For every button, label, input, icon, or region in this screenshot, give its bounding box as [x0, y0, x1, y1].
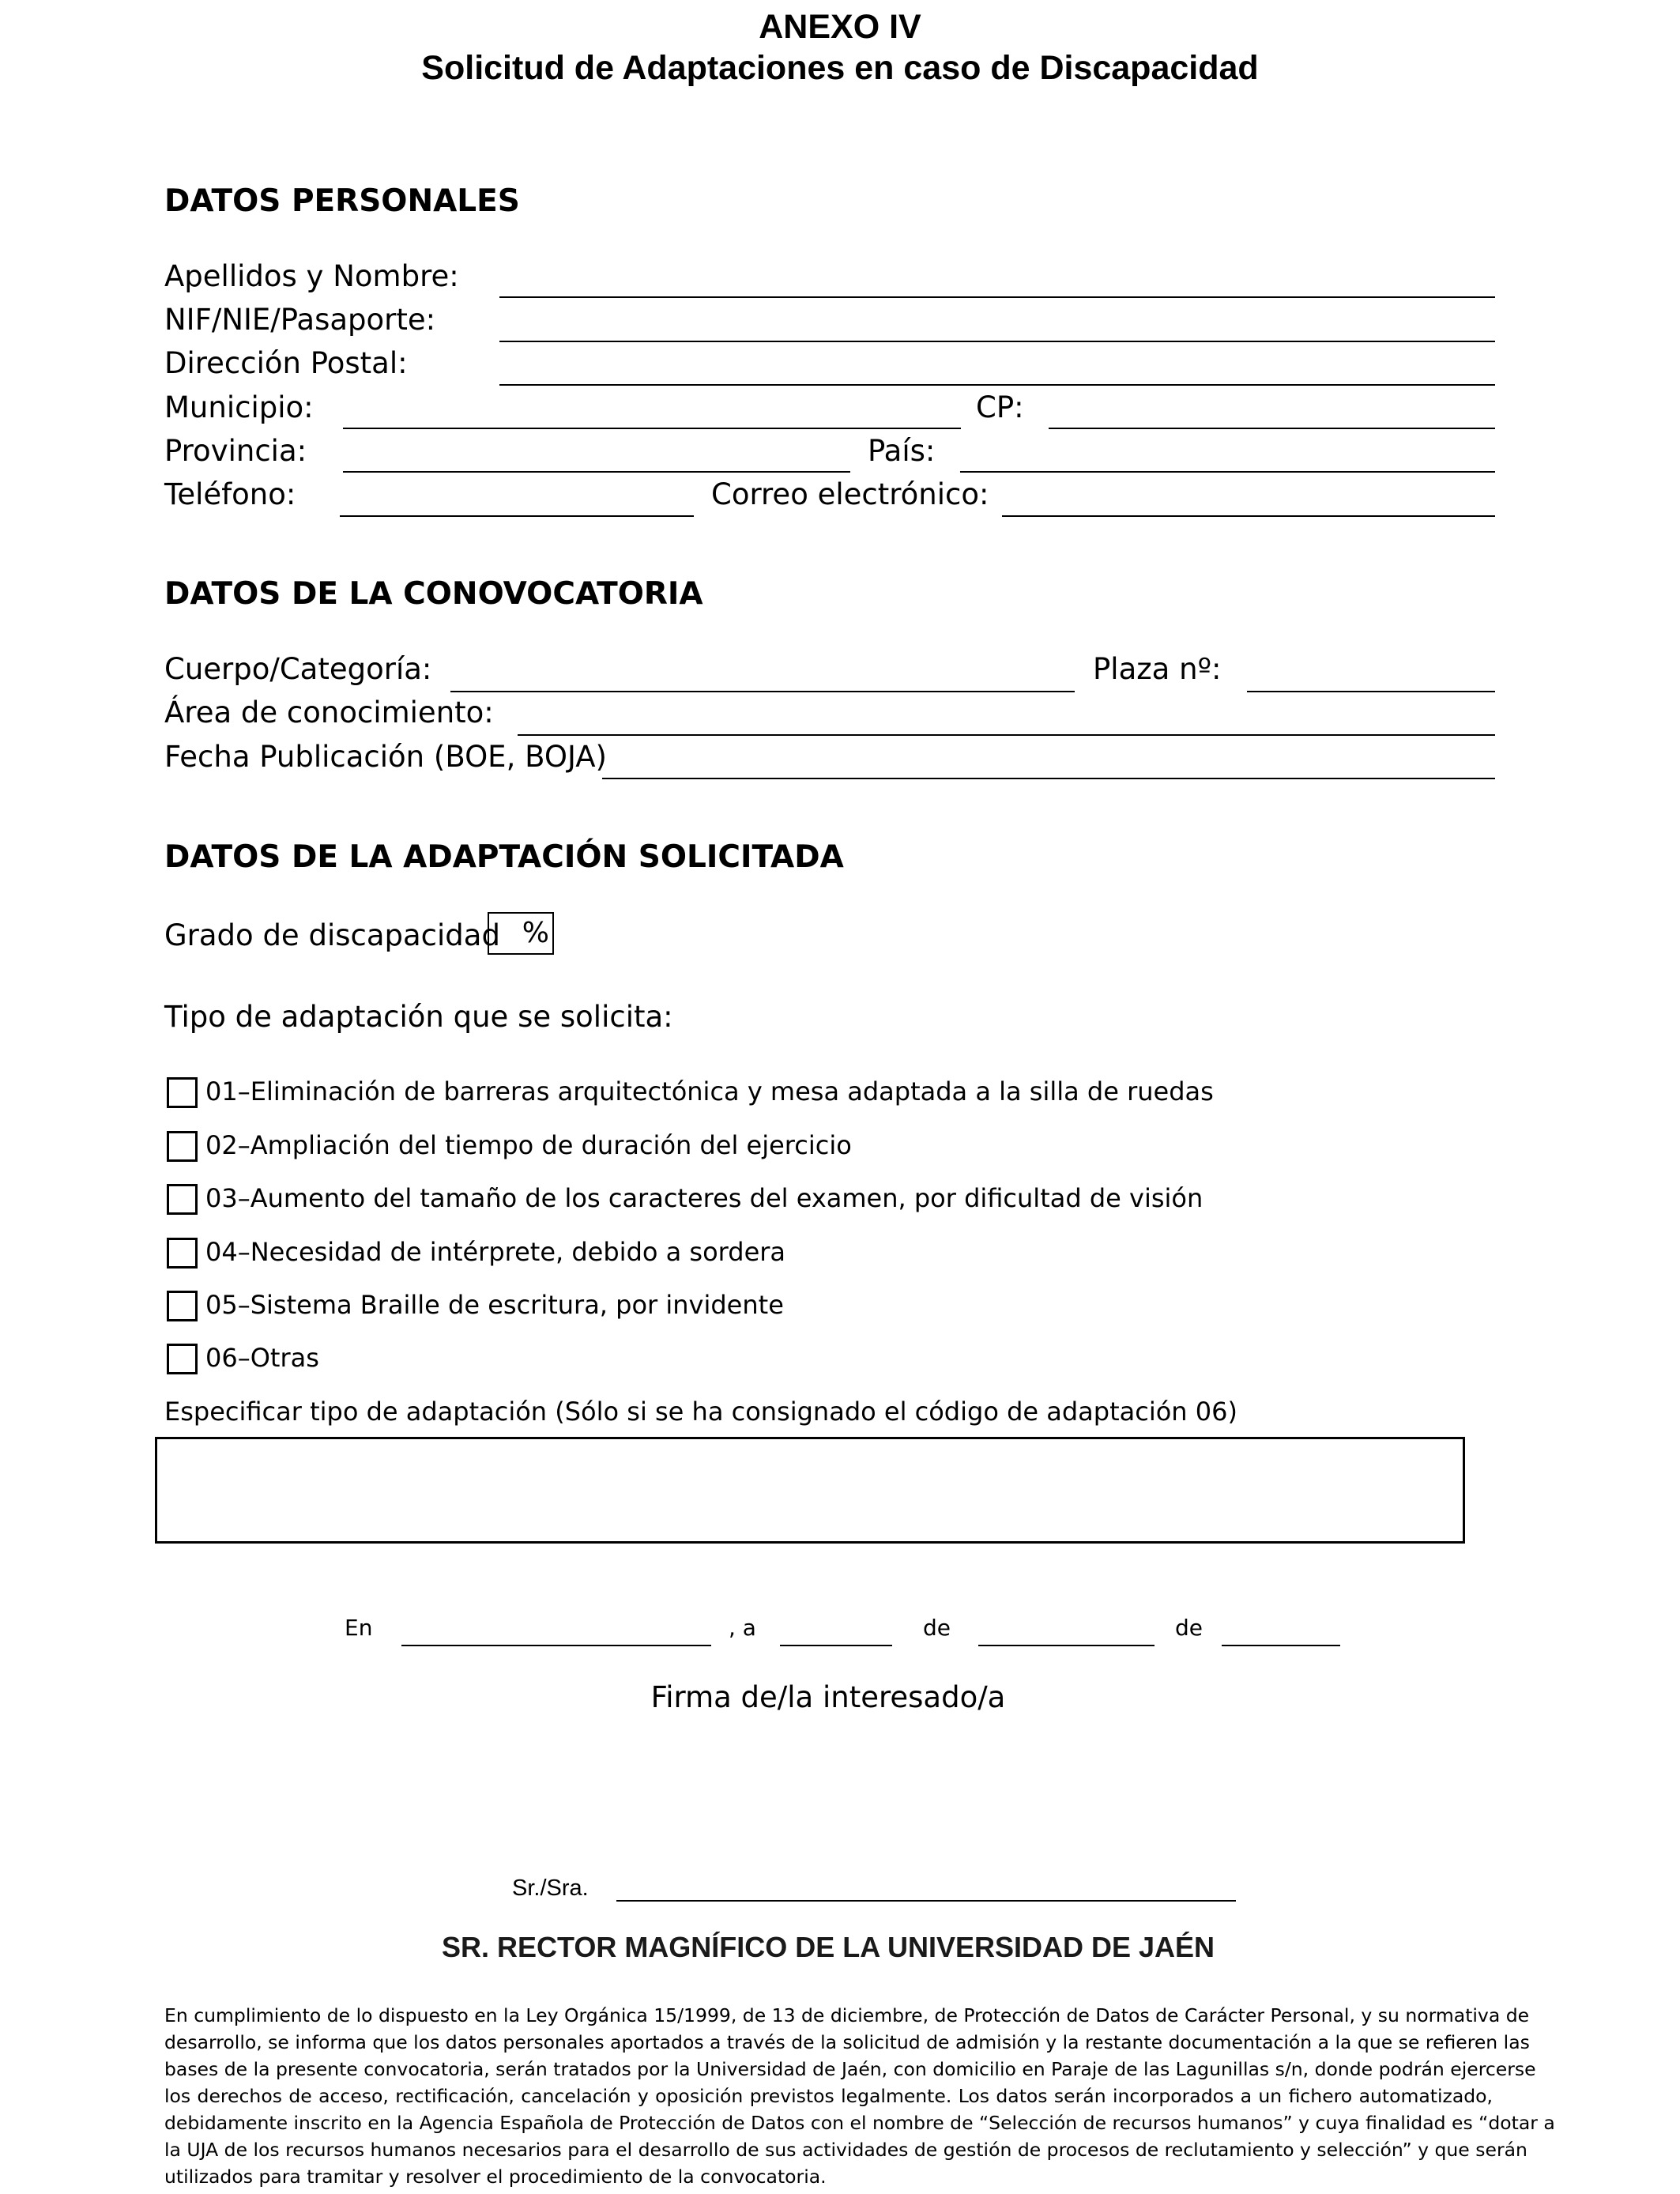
legal-text-line-3: bases de la presente convocatoria, serán tratados por la Universidad de Jaén, con domicilio en Paraje de las Lagunillas s/n, donde podrán ejercerse — [164, 2058, 1536, 2080]
publication-date-label: Fecha Publicación (BOE, BOJA) — [164, 740, 607, 774]
place-field[interactable] — [401, 1645, 711, 1646]
category-label: Cuerpo/Categoría: — [164, 652, 432, 686]
option-04-label: 04–Necesidad de intérprete, debido a sordera — [205, 1237, 786, 1267]
adaptation-type-label: Tipo de adaptación que se solicita: — [164, 1000, 673, 1034]
category-field[interactable] — [450, 691, 1075, 692]
position-number-field[interactable] — [1247, 691, 1495, 692]
form-title: Solicitud de Adaptaciones en caso de Discapacidad — [421, 49, 1259, 87]
postal-address-field[interactable] — [499, 384, 1495, 386]
municipality-label: Municipio: — [164, 390, 314, 424]
id-document-field[interactable] — [499, 341, 1495, 342]
month-field[interactable] — [978, 1645, 1155, 1646]
option-01-label: 01–Eliminación de barreras arquitectónica y mesa adaptada a la silla de ruedas — [205, 1076, 1214, 1106]
sr-sra-label: Sr./Sra. — [512, 1875, 589, 1901]
phone-field[interactable] — [340, 515, 694, 517]
day-field[interactable] — [780, 1645, 892, 1646]
postcode-field[interactable] — [1049, 428, 1495, 429]
legal-text-line-7: utilizados para tramitar y resolver el procedimiento de la convocatoria. — [164, 2166, 827, 2188]
rector-addressee: SR. RECTOR MAGNÍFICO DE LA UNIVERSIDAD DE JAÉN — [441, 1931, 1215, 1963]
option-06-label: 06–Otras — [205, 1343, 319, 1373]
option-03-label: 03–Aumento del tamaño de los caracteres del examen, por dificultad de visión — [205, 1183, 1203, 1213]
place-en-label: En — [345, 1615, 373, 1641]
addressee-field[interactable] — [616, 1900, 1236, 1902]
legal-text-line-1: En cumplimiento de lo dispuesto en la Ley Orgánica 15/1999, de 13 de diciembre, de Protección de Datos de Carácter Personal, y su normativa de — [164, 2004, 1530, 2026]
surname-name-label: Apellidos y Nombre: — [164, 259, 459, 293]
comma-a-label: , a — [729, 1615, 756, 1641]
disability-degree-field[interactable] — [488, 912, 554, 955]
surname-name-field[interactable] — [499, 296, 1495, 298]
disability-degree-label: Grado de discapacidad — [164, 918, 500, 952]
specify-adaptation-label: Especificar tipo de adaptación (Sólo si se ha consignado el código de adaptación 06) — [164, 1397, 1237, 1427]
phone-label: Teléfono: — [164, 477, 296, 511]
id-document-label: NIF/NIE/Pasaporte: — [164, 303, 436, 337]
option-02-label: 02–Ampliación del tiempo de duración del ejercicio — [205, 1130, 852, 1160]
option-06-checkbox[interactable] — [167, 1344, 198, 1374]
year-field[interactable] — [1222, 1645, 1340, 1646]
percent-sign: % — [522, 917, 549, 949]
option-05-checkbox[interactable] — [167, 1291, 198, 1321]
country-field[interactable] — [960, 471, 1495, 473]
personal-data-heading: DATOS PERSONALES — [164, 183, 520, 219]
legal-text-line-4: los derechos de acceso, rectificación, cancelación y oposición previstos legalmente. Los datos serán incorporados a un fichero automatizado, — [164, 2085, 1493, 2107]
postal-address-label: Dirección Postal: — [164, 346, 408, 380]
postcode-label: CP: — [976, 390, 1024, 424]
annex-title: ANEXO IV — [759, 8, 921, 46]
province-field[interactable] — [343, 471, 850, 473]
knowledge-area-field[interactable] — [518, 734, 1495, 736]
province-label: Provincia: — [164, 434, 307, 468]
de-label-2: de — [1175, 1615, 1203, 1641]
adaptation-data-heading: DATOS DE LA ADAPTACIÓN SOLICITADA — [164, 839, 844, 875]
legal-text-line-5: debidamente inscrito en la Agencia Española de Protección de Datos con el nombre de “Selección de recursos humanos” y cuya finalidad es “dotar a — [164, 2112, 1555, 2134]
municipality-field[interactable] — [343, 428, 961, 429]
de-label-1: de — [923, 1615, 951, 1641]
signature-label: Firma de/la interesado/a — [650, 1680, 1006, 1714]
call-data-heading: DATOS DE LA CONOVOCATORIA — [164, 576, 703, 612]
publication-date-field[interactable] — [602, 778, 1495, 779]
legal-text-line-2: desarrollo, se informa que los datos personales aportados a través de la solicitud de admisión y la restante documentación a la que se refieren las — [164, 2031, 1530, 2053]
knowledge-area-label: Área de conocimiento: — [164, 696, 494, 729]
option-01-checkbox[interactable] — [167, 1077, 198, 1108]
option-05-label: 05–Sistema Braille de escritura, por invidente — [205, 1290, 784, 1320]
option-02-checkbox[interactable] — [167, 1131, 198, 1162]
option-03-checkbox[interactable] — [167, 1184, 198, 1215]
country-label: País: — [868, 434, 936, 468]
email-field[interactable] — [1002, 515, 1495, 517]
legal-text-line-6: la UJA de los recursos humanos necesarios para el desarrollo de sus actividades de gestión de procesos de reclutamiento y selección” y que serán — [164, 2139, 1527, 2161]
email-label: Correo electrónico: — [711, 477, 989, 511]
option-04-checkbox[interactable] — [167, 1238, 198, 1269]
position-number-label: Plaza nº: — [1093, 652, 1222, 686]
specify-adaptation-box[interactable] — [155, 1437, 1465, 1544]
